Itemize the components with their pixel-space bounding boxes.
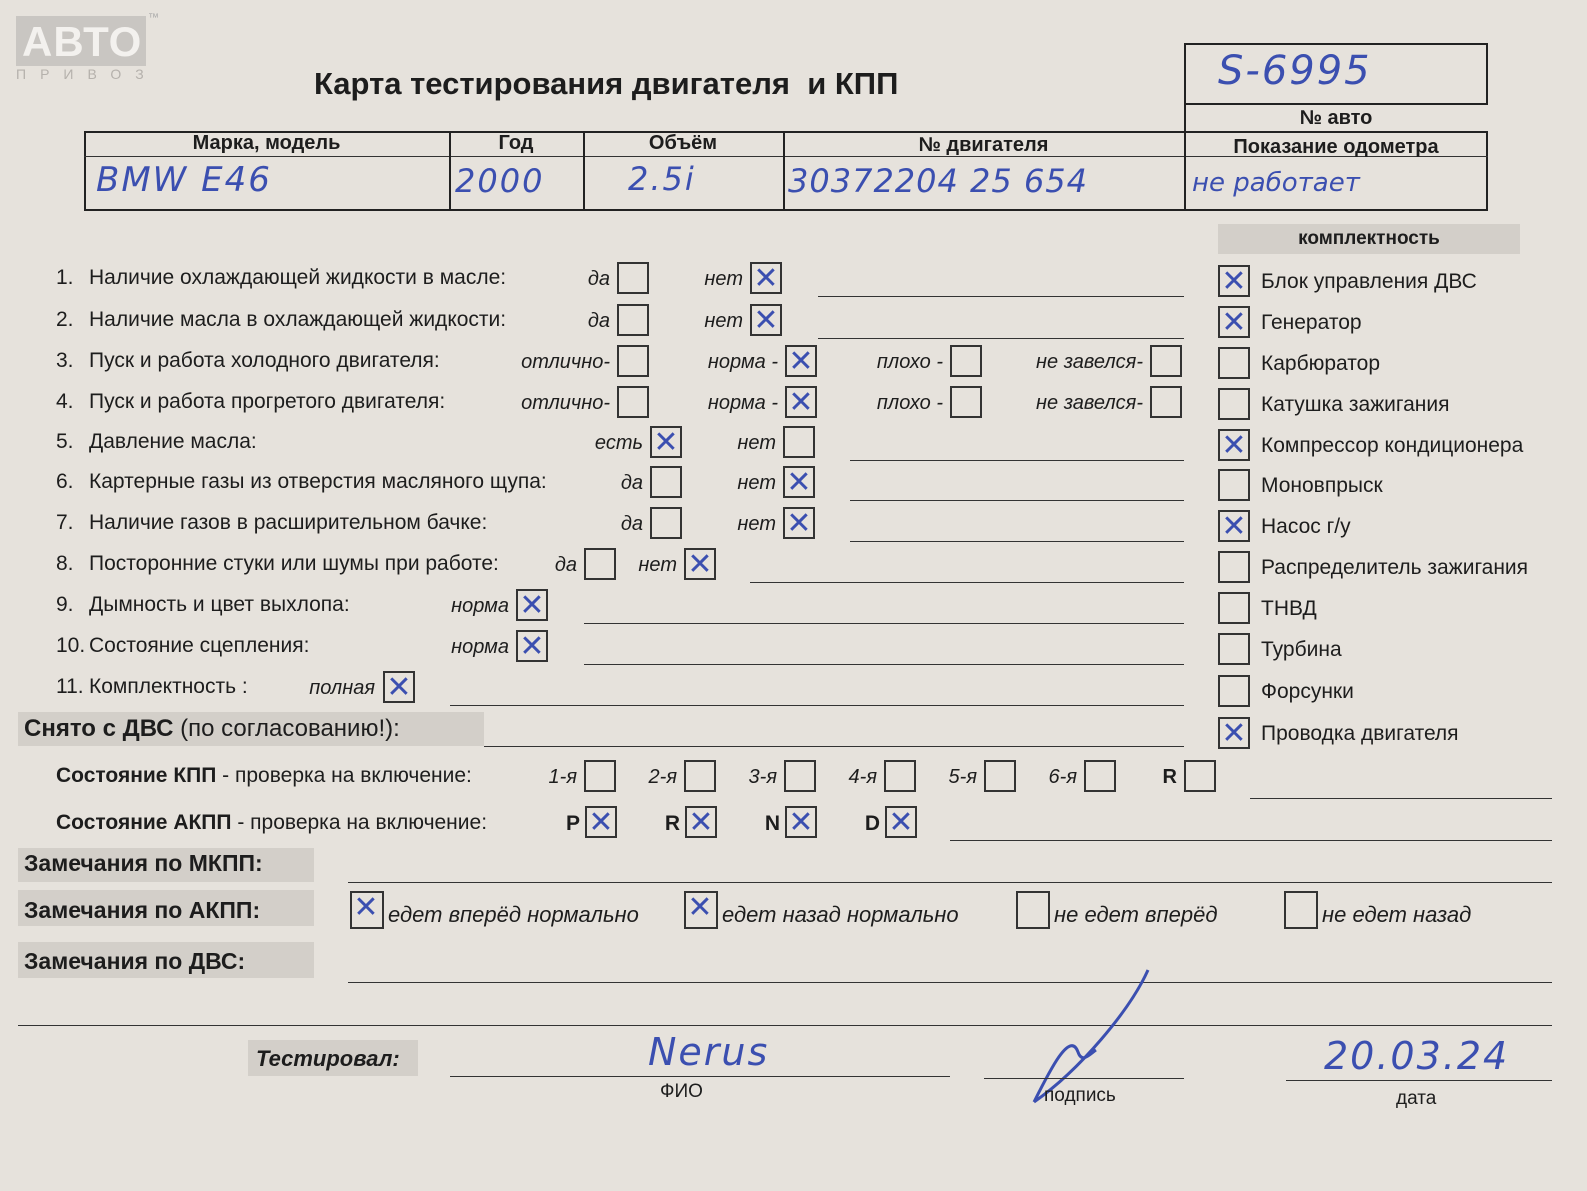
check-row-label: Дымность и цвет выхлопа:	[89, 593, 350, 616]
kit-item-checkbox[interactable]	[1218, 592, 1250, 624]
check-option-label: не завелся-	[1036, 392, 1143, 414]
check-option-checkbox[interactable]	[617, 386, 649, 418]
check-option-label: отлично-	[521, 351, 610, 373]
remarks-mkpp-line[interactable]	[348, 882, 1552, 883]
car-number-label: № авто	[1299, 107, 1373, 129]
check-option-checkbox[interactable]	[516, 589, 548, 621]
check-row-comment-line[interactable]	[850, 460, 1184, 461]
car-number-value: S-6995	[1218, 48, 1372, 94]
kpp-line[interactable]	[1250, 798, 1552, 799]
check-option-checkbox[interactable]	[617, 262, 649, 294]
value-brand-model: BMW E46	[96, 160, 272, 200]
check-option-checkbox[interactable]	[783, 426, 815, 458]
signature-line[interactable]	[984, 1078, 1184, 1079]
check-option-checkbox[interactable]	[950, 345, 982, 377]
kpp-gear-checkbox[interactable]	[784, 760, 816, 792]
removed-label	[24, 715, 400, 743]
akpp-mode-label: D	[864, 812, 880, 835]
akpp-remark-label: не едет назад	[1322, 902, 1472, 927]
kpp-label-bold: Состояние КПП	[56, 764, 217, 787]
kpp-gear-checkbox[interactable]	[1184, 760, 1216, 792]
kpp-gear-checkbox[interactable]	[984, 760, 1016, 792]
check-row-label: Пуск и работа холодного двигателя:	[89, 349, 440, 372]
header-odometer: Показание одометра	[1233, 136, 1439, 158]
value-engine-number: 30372204 25 654	[788, 162, 1089, 200]
check-row-label: Посторонние стуки или шумы при работе:	[89, 552, 499, 575]
remarks-dvs-line[interactable]	[348, 982, 1552, 983]
check-row-comment-line[interactable]	[850, 500, 1184, 501]
check-row-label: Пуск и работа прогретого двигателя:	[89, 390, 446, 413]
akpp-mode-checkbox[interactable]	[885, 806, 917, 838]
akpp-remark-checkbox[interactable]	[1284, 891, 1318, 929]
check-row-number: 6.	[56, 470, 74, 493]
logo	[16, 16, 146, 66]
akpp-mode-checkbox[interactable]	[785, 806, 817, 838]
check-option-label: нет	[737, 472, 776, 494]
check-option-label: нет	[737, 513, 776, 535]
check-option-label: не завелся-	[1036, 351, 1143, 373]
check-row-comment-line[interactable]	[850, 541, 1184, 542]
kit-item-checkbox[interactable]	[1218, 469, 1250, 501]
kit-item-label: Турбина	[1261, 638, 1342, 661]
kit-item-checkbox[interactable]	[1218, 510, 1250, 542]
kpp-gear-label: 4-я	[848, 766, 877, 788]
akpp-remark-label: едет назад нормально	[722, 902, 959, 927]
akpp-remark-checkbox[interactable]	[1016, 891, 1050, 929]
kit-title: комплектность	[1298, 228, 1440, 249]
akpp-remark-checkbox[interactable]	[684, 891, 718, 929]
header-year: Год	[498, 132, 534, 154]
check-option-label: есть	[594, 432, 643, 454]
kit-item-label: Моновпрыск	[1261, 474, 1383, 497]
check-row-number: 2.	[56, 308, 74, 331]
kpp-gear-checkbox[interactable]	[1084, 760, 1116, 792]
kit-item-label: Проводка двигателя	[1261, 722, 1459, 745]
removed-line[interactable]	[484, 746, 1184, 747]
check-row-label: Наличие газов в расширительном бачке:	[89, 511, 488, 534]
kit-item-label: Компрессор кондиционера	[1261, 434, 1524, 457]
check-option-checkbox[interactable]	[1150, 345, 1182, 377]
check-option-checkbox[interactable]	[617, 345, 649, 377]
akpp-remark-checkbox[interactable]	[350, 891, 384, 929]
check-row-number: 5.	[56, 430, 74, 453]
removed-label-note: (по согласованию!):	[180, 715, 400, 742]
check-row-number: 11.	[56, 675, 84, 698]
check-option-checkbox[interactable]	[650, 507, 682, 539]
kit-item-label: Распределитель зажигания	[1261, 556, 1529, 579]
remarks-dvs-label: Замечания по ДВС:	[24, 948, 246, 974]
page-title: Карта тестирования двигателя и КПП	[314, 66, 899, 101]
check-row-comment-line[interactable]	[584, 623, 1184, 624]
check-option-checkbox[interactable]	[383, 671, 415, 703]
check-option-label: плохо -	[876, 351, 943, 373]
akpp-remark-label: едет вперёд нормально	[388, 902, 639, 927]
check-option-label: отлично-	[521, 392, 610, 414]
check-row-comment-line[interactable]	[818, 296, 1184, 297]
check-option-checkbox[interactable]	[785, 345, 817, 377]
header-brand-model: Марка, модель	[192, 132, 341, 154]
kpp-gear-label: 3-я	[748, 766, 777, 788]
check-option-checkbox[interactable]	[785, 386, 817, 418]
check-row-number: 7.	[56, 511, 74, 534]
removed-label-bold: Снято с ДВС	[24, 715, 174, 742]
check-option-label: да	[587, 268, 610, 290]
header-engine-number: № двигателя	[918, 134, 1049, 156]
check-row-label: Наличие масла в охлаждающей жидкости:	[89, 308, 507, 331]
kit-item-label: Катушка зажигания	[1261, 393, 1450, 416]
remarks-mkpp-label: Замечания по МКПП:	[24, 850, 263, 876]
check-row-label: Давление масла:	[89, 430, 257, 453]
kit-item-label: Карбюратор	[1261, 352, 1381, 375]
kit-item-checkbox[interactable]	[1218, 265, 1250, 297]
name-line[interactable]	[450, 1076, 950, 1077]
signature-caption: подпись	[1044, 1085, 1116, 1106]
kpp-gear-checkbox[interactable]	[584, 760, 616, 792]
check-row-number: 4.	[56, 390, 74, 413]
check-option-label: норма -	[707, 351, 778, 373]
logo-subtitle: ПРИВОЗ	[16, 66, 158, 82]
kit-item-checkbox[interactable]	[1218, 551, 1250, 583]
kpp-gear-checkbox[interactable]	[884, 760, 916, 792]
kpp-gear-checkbox[interactable]	[684, 760, 716, 792]
akpp-mode-label: P	[565, 812, 580, 835]
kit-item-label: Генератор	[1261, 311, 1362, 334]
value-odometer: не работает	[1192, 168, 1360, 198]
check-row-comment-line[interactable]	[750, 582, 1184, 583]
value-year: 2000	[455, 162, 545, 200]
check-option-checkbox[interactable]	[584, 548, 616, 580]
check-option-label: плохо -	[876, 392, 943, 414]
test-date: 20.03.24	[1324, 1034, 1510, 1078]
check-row-label: Наличие охлаждающей жидкости в масле:	[89, 266, 507, 289]
check-option-label: нет	[704, 310, 743, 332]
check-option-checkbox[interactable]	[783, 466, 815, 498]
kit-item-checkbox[interactable]	[1218, 675, 1250, 707]
kpp-gear-label: 6-я	[1048, 766, 1077, 788]
logo-text: АВТО	[22, 18, 143, 65]
check-row-number: 1.	[56, 266, 74, 289]
check-option-checkbox[interactable]	[783, 507, 815, 539]
check-option-checkbox[interactable]	[516, 630, 548, 662]
akpp-mode-checkbox[interactable]	[685, 806, 717, 838]
akpp-mode-checkbox[interactable]	[585, 806, 617, 838]
check-option-checkbox[interactable]	[750, 304, 782, 336]
check-row-comment-line[interactable]	[584, 664, 1184, 665]
check-row-number: 10.	[56, 634, 86, 657]
check-option-checkbox[interactable]	[1150, 386, 1182, 418]
check-row-comment-line[interactable]	[450, 705, 1184, 706]
check-option-checkbox[interactable]	[650, 466, 682, 498]
check-option-checkbox[interactable]	[650, 426, 682, 458]
check-option-label: да	[554, 554, 577, 576]
kit-item-label: ТНВД	[1261, 597, 1317, 620]
check-option-checkbox[interactable]	[750, 262, 782, 294]
akpp-label-bold: Состояние АКПП	[56, 811, 232, 834]
kit-item-checkbox[interactable]	[1218, 306, 1250, 338]
check-row-label: Картерные газы из отверстия масляного щупа:	[89, 470, 547, 493]
check-option-label: норма -	[707, 392, 778, 414]
check-option-label: норма	[451, 595, 509, 617]
check-option-label: нет	[638, 554, 677, 576]
kpp-label	[56, 764, 472, 788]
check-row-label: Состояние сцепления:	[89, 634, 310, 657]
check-row-comment-line[interactable]	[818, 338, 1184, 339]
kit-item-label: Блок управления ДВС	[1261, 270, 1477, 293]
akpp-remark-label: не едет вперёд	[1054, 902, 1218, 927]
akpp-mode-label: N	[764, 812, 780, 835]
kit-item-checkbox[interactable]	[1218, 429, 1250, 461]
kit-item-label: Насос г/у	[1261, 515, 1351, 538]
date-line[interactable]	[1286, 1080, 1552, 1081]
date-caption: дата	[1396, 1088, 1437, 1109]
check-row-number: 8.	[56, 552, 74, 575]
akpp-mode-label: R	[664, 812, 680, 835]
kpp-gear-label: 1-я	[548, 766, 577, 788]
check-option-label: нет	[737, 432, 776, 454]
kpp-gear-label: 2-я	[648, 766, 677, 788]
kit-item-checkbox[interactable]	[1218, 388, 1250, 420]
akpp-line[interactable]	[950, 840, 1552, 841]
akpp-label-rest: - проверка на включение:	[231, 811, 488, 834]
tested-label: Тестировал:	[256, 1046, 400, 1071]
check-option-label: полная	[309, 677, 375, 699]
check-option-label: да	[587, 310, 610, 332]
remarks-akpp-label: Замечания по АКПП:	[24, 897, 261, 923]
check-option-label: да	[620, 472, 643, 494]
check-option-label: да	[620, 513, 643, 535]
check-row-label: Комплектность :	[89, 675, 248, 698]
logo-tm: ™	[148, 12, 159, 24]
tester-name: Nerus	[648, 1030, 770, 1074]
kit-item-checkbox[interactable]	[1218, 717, 1250, 749]
header-volume: Объём	[648, 132, 718, 154]
kit-item-label: Форсунки	[1261, 680, 1354, 703]
check-row-number: 9.	[56, 593, 74, 616]
check-option-checkbox[interactable]	[684, 548, 716, 580]
kpp-gear-label: 5-я	[948, 766, 977, 788]
kpp-gear-label: R	[1162, 766, 1177, 788]
kit-item-checkbox[interactable]	[1218, 633, 1250, 665]
name-caption: ФИО	[660, 1081, 703, 1102]
value-volume: 2.5i	[628, 160, 696, 198]
kit-item-checkbox[interactable]	[1218, 347, 1250, 379]
check-option-checkbox[interactable]	[617, 304, 649, 336]
akpp-label	[56, 811, 487, 835]
kpp-label-rest: - проверка на включение:	[216, 764, 472, 787]
remarks-extra-line[interactable]	[18, 1025, 1552, 1026]
check-row-number: 3.	[56, 349, 74, 372]
check-option-checkbox[interactable]	[950, 386, 982, 418]
check-option-label: норма	[451, 636, 509, 658]
check-option-label: нет	[704, 268, 743, 290]
